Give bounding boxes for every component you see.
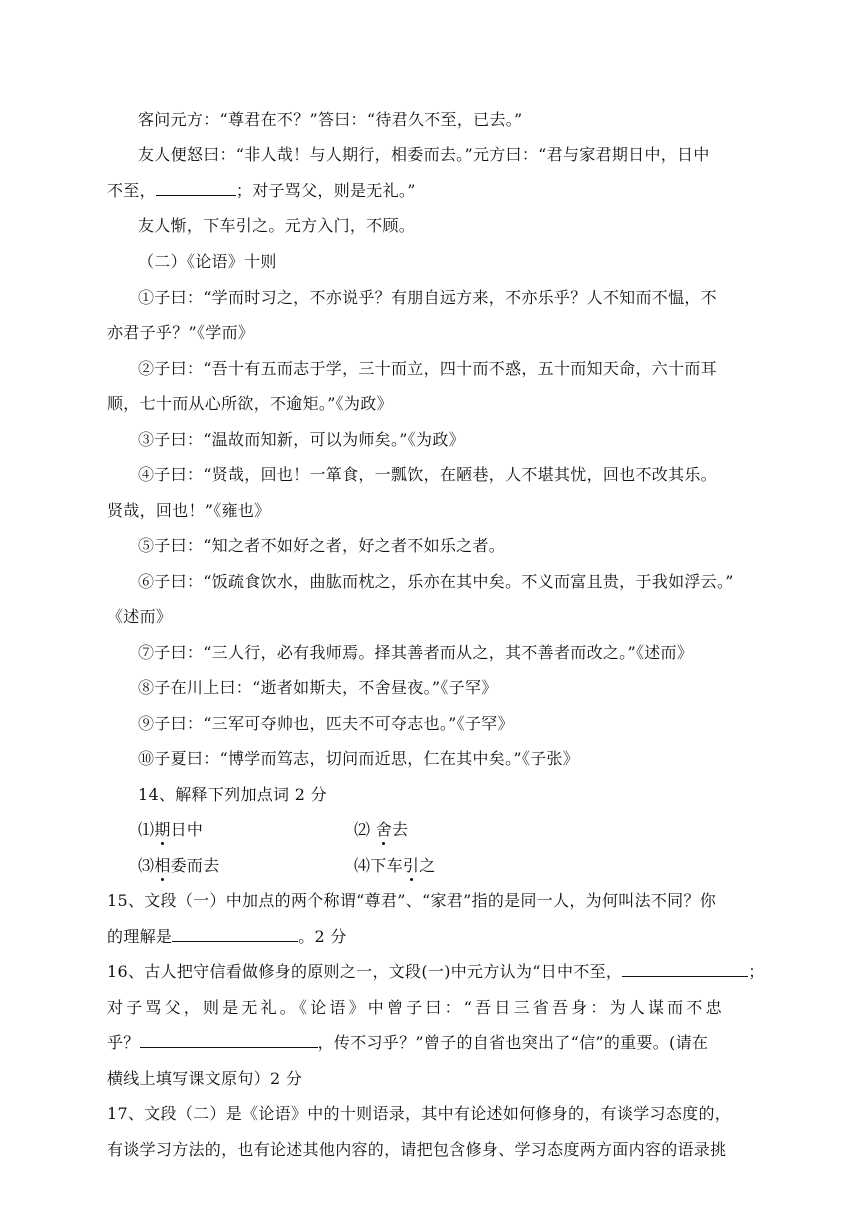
analects-item-8: ⑧子在川上曰：“逝者如斯夫，不舍昼夜。”《子罕》 [138, 678, 498, 697]
question-16-line3-text-a: 乎？ [107, 1033, 140, 1052]
answer-blank-16b[interactable] [140, 1033, 318, 1048]
analects-item-3: ③子曰：“温故而知新，可以为师矣。”《为政》 [138, 430, 465, 449]
q14-item-b [354, 820, 408, 840]
passage1-line4: 友人惭，下车引之。元方入门，不顾。 [138, 216, 416, 235]
q14-item-d-prefix: ⑷下车 [354, 856, 403, 875]
q14-item-a-dotted-word: 期 [154, 820, 171, 839]
passage1-line2: 友人便怒曰：“非人哉！与人期行，相委而去。”元方曰：“君与家君期日中，日中 [138, 145, 710, 164]
q14-item-b-prefix: ⑵ [354, 820, 376, 839]
q14-item-b-dotted-word: 舍 [375, 820, 392, 839]
analects-item-6-line1: ⑥子曰：“饭疏食饮水，曲肱而枕之，乐亦在其中矣。不义而富且贵，于我如浮云。” [138, 572, 734, 591]
analects-item-2-line1: ②子曰：“吾十有五而志于学，三十而立，四十而不惑，五十而知天命，六十而耳 [138, 359, 717, 378]
question-17-line2: 有谈学习方法的，也有论述其他内容的，请把包含修身、学习态度两方面内容的语录挑 [107, 1140, 727, 1159]
question-16-line1-text-b: ； [748, 962, 765, 981]
question-14-row2 [138, 856, 558, 876]
analects-item-1-line2: 亦君子乎？”《学而》 [107, 323, 255, 342]
analects-item-7: ⑦子曰：“三人行，必有我师焉。择其善者而从之，其不善者而改之。”《述而》 [138, 643, 694, 662]
passage1-line3-text-a: 不至， [107, 181, 156, 200]
passage1-line3-text-b: ；对子骂父，则是无礼。” [235, 181, 416, 200]
question-16-line3 [107, 1033, 708, 1053]
question-14-stem: 14、解释下列加点词 2 分 [138, 785, 327, 804]
analects-item-4-line2: 贤哉，回也！”《雍也》 [107, 501, 271, 520]
question-16-line3-text-b: ，传不习乎？”曾子的自省也突出了“信”的重要。(请在 [317, 1033, 709, 1052]
q14-item-c [138, 856, 220, 875]
q14-item-a [138, 820, 203, 839]
analects-item-4-line1: ④子曰：“贤哉，回也！一箪食，一瓢饮，在陋巷，人不堪其忧，回也不改其乐。 [138, 465, 717, 484]
q14-item-c-suffix: 委而去 [170, 856, 220, 875]
question-15-line2-text-b: 。2 分 [298, 927, 347, 946]
passage1-line3 [107, 181, 416, 201]
q14-item-c-prefix: ⑶ [138, 856, 155, 875]
question-15-line2 [107, 927, 347, 947]
question-16-line1-text-a: 16、古人把守信看做修身的原则之一，文段(一)中元方认为“日中不至， [107, 962, 623, 981]
answer-blank-15[interactable] [172, 927, 298, 942]
q14-item-d-suffix: 之 [419, 856, 436, 875]
question-16-line1 [107, 962, 765, 982]
analects-item-2-line2: 顺，七十而从心所欲，不逾矩。”《为政》 [107, 394, 393, 413]
analects-item-6-line2: 《述而》 [107, 607, 173, 626]
q14-item-d-dotted-word: 引 [402, 856, 420, 875]
question-14-row1 [138, 820, 558, 840]
q14-item-b-suffix: 去 [392, 820, 409, 839]
question-16-line2: 对子骂父，则是无礼。《论语》中曾子曰：“吾日三省吾身：为人谋而不忠 [107, 998, 725, 1017]
q14-item-d [354, 856, 436, 876]
question-15-line2-text-a: 的理解是 [107, 927, 173, 946]
fill-blank-1[interactable] [156, 181, 236, 196]
question-17-line1: 17、文段（二）是《论语》中的十则语录，其中有论述如何修身的，有谈学习态度的， [107, 1104, 732, 1123]
analects-item-9: ⑨子曰：“三军可夺帅也，匹夫不可夺志也。”《子罕》 [138, 714, 514, 733]
analects-item-10: ⑩子夏曰：“博学而笃志，切问而近思，仁在其中矣。”《子张》 [138, 749, 580, 768]
analects-item-1-line1: ①子曰：“学而时习之，不亦说乎？有朋自远方来，不亦乐乎？人不知而不愠，不 [138, 288, 717, 307]
q14-item-c-dotted-word: 相 [154, 856, 171, 875]
q14-item-a-suffix: 日中 [170, 820, 204, 839]
passage1-line1: 客问元方：“尊君在不？”答曰：“待君久不至，已去。” [138, 110, 523, 129]
question-16-line4: 横线上填写课文原句）2 分 [107, 1069, 303, 1088]
answer-blank-16a[interactable] [622, 962, 748, 977]
q14-item-a-prefix: ⑴ [138, 820, 155, 839]
passage2-heading: （二）《论语》十则 [138, 252, 277, 271]
analects-item-5: ⑤子曰：“知之者不如好之者，好之者不如乐之者。 [138, 536, 506, 555]
question-15-line1: 15、文段（一）中加点的两个称谓“尊君”、“家君”指的是同一人，为何叫法不同？你 [107, 891, 717, 910]
